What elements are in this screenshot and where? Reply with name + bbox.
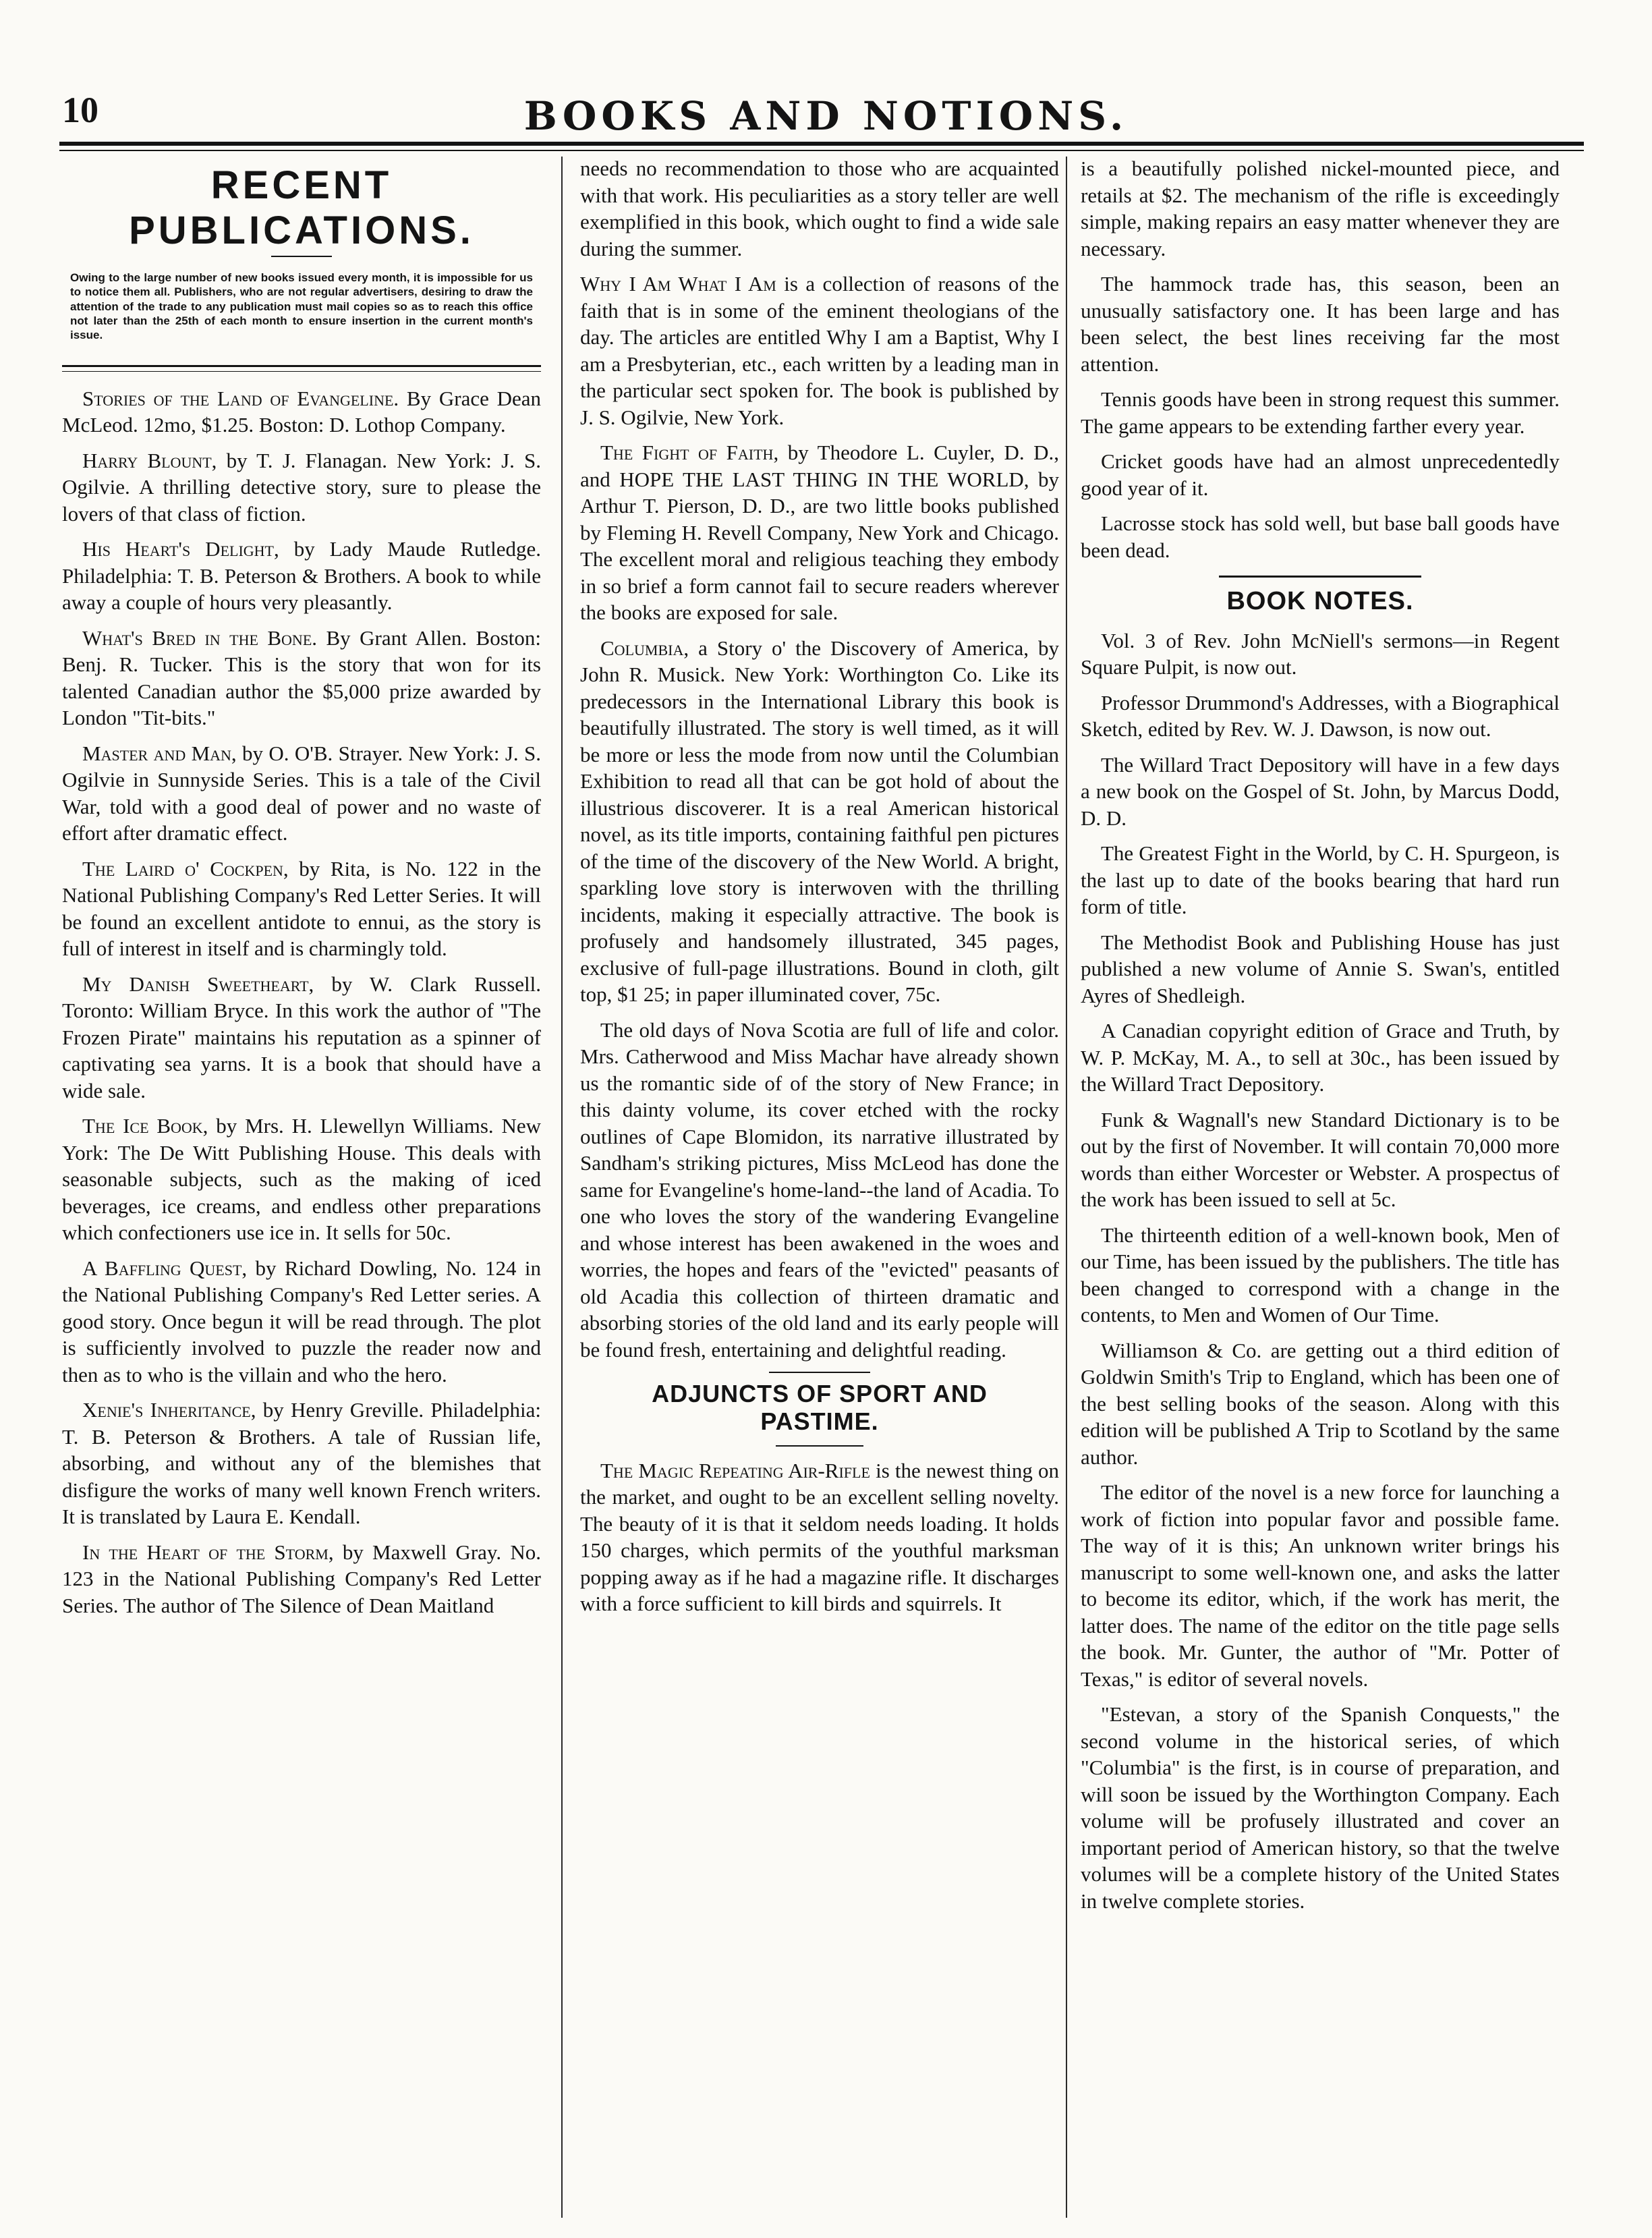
- publication-entry: [62, 1113, 541, 1246]
- publication-entry-title: My Danish Sweetheart,: [82, 972, 314, 996]
- review-entry-body: is a collection of reasons of the faith that is in some of the eminent theologians of the day. The articles are entitled Why I am a Baptist, Why I am a Presbyterian, etc., each written by a leading man in the particular sect spoken for. The book is published by J. S. Ogilvie, New York.: [580, 272, 1060, 429]
- publication-entry: [62, 971, 541, 1104]
- sport-paragraph: Lacrosse stock has sold well, but base ball goods have been dead.: [1081, 511, 1560, 562]
- book-notes-list: [1081, 627, 1560, 1915]
- publication-entry-title: The Ice Book,: [82, 1114, 208, 1138]
- review-entry-body: a Story o' the Discovery of America, by John R. Musick. New York: Worthington Co. Like its predecessors in the International Library this book is beautifully illustrated. The story is well timed, as it will be more or less the mode from now until the Columbian Exhibition to read all that can be got hold of about the illustrious discoverer. It is a real American historical novel, as its title imports, containing faithful pen pictures of the time of the discovery of the New World. A bright, sparkling love story is interwoven with the thrilling incidents, making it especially attractive. The book is profusely and handsomely illustrated, 345 pages, exclusive of full-page illustrations. Bound in cloth, gilt top, $1 25; in paper illuminated cover, 75c.: [580, 636, 1059, 1006]
- book-note: The thirteenth edition of a well-known book, Men of our Time, has been issued by the publishers. The title has been changed to correspond with a change in the contents, to Men and Women of Our Time.: [1081, 1223, 1560, 1327]
- review-entry-title: Columbia,: [600, 636, 689, 660]
- publication-entry-title: What's Bred in the Bone.: [82, 625, 318, 650]
- sport-paragraph: is a beautifully polished nickel-mounted piece, and retails at $2. The mechanism of the rifle is exceedingly simple, making repairs an easy matter whenever they are necessary.: [1081, 157, 1560, 260]
- book-note: The editor of the novel is a new force for launching a work of fiction into popular favor and possible fame. The way of it is this; An unknown writer brings his manuscript to some well-known one, and asks the latter to become its editor, which, if the work has merit, the latter does. The name of the editor on the title page sells the book. Mr. Gunter, the author of "Mr. Potter of Texas," is editor of several novels.: [1081, 1480, 1560, 1691]
- header-rule-thin: [59, 150, 1584, 151]
- review-entry-body: The old days of Nova Scotia are full of life and color. Mrs. Catherwood and Miss Machar have already shown us the romantic side of of the story of New France; in this dainty volume, its cover etched with the rocky outlines of Cape Blomidon, its narrative illustrated by Sandham's striking pictures, Miss McLeod has done the same for Evangeline's home-land--the land of Acadia. To one who loves the story of the wandering Evangeline and whose interest has been awakened in the woes and worries, the hopes and fears of the "evicted" peasants of old Acadia this collection of thirteen dramatic and absorbing stories of the old land and its early people will be found fresh, entertaining and delightful reading.: [580, 1017, 1059, 1362]
- sport-item: [580, 1457, 1059, 1617]
- publication-entry-body: By Grant Allen. Boston: Benj. R. Tucker. This is the story that won for its talented Canadian author the $5,000 prize awarded by London "Tit-bits.": [62, 625, 542, 730]
- publication-entry: [62, 447, 541, 528]
- publication-entry-body: by W. Clark Russell. Toronto: William Bryce. In this work the author of "The Frozen Pirate" maintains his reputation as a spinner of captivating sea yarns. It is a book that should have a wide sale.: [62, 972, 542, 1102]
- page-number: 10: [62, 90, 98, 130]
- publication-entry-title: A Baffling Quest,: [82, 1256, 248, 1280]
- review-entry-title: The Fight of Faith,: [600, 441, 779, 464]
- publication-entry-body: by Richard Dowling, No. 124 in the National Publishing Company's Red Letter series. A good story. Once begun it will be read through. The plot is sufficiently involved to puzzle the reader now and then as to who is the villain and who the hero.: [62, 1256, 542, 1387]
- col2-review-list: [580, 271, 1059, 1363]
- sport-paragraphs: [1081, 155, 1560, 563]
- sport-heading: ADJUNCTS OF SPORT AND PASTIME.: [652, 1380, 988, 1436]
- publication-entry-body: by Henry Greville. Philadelphia: T. B. Peterson & Brothers. A tale of Russian life, absorbing, and without any of the blemishes that disfigure the works of many well known French writers. It is translated by Laura E. Kendall.: [62, 1398, 542, 1529]
- sport-item-title: The Magic Repeating Air-Rifle: [600, 1458, 870, 1482]
- publication-entry: [62, 856, 541, 962]
- review-entry: [580, 635, 1059, 1008]
- section-rule-thin: [62, 371, 541, 372]
- publication-entry: [62, 385, 541, 439]
- continuation-paragraph: needs no recommendation to those who are acquainted with that work. His peculiarities as a story teller are well exemplified in this book, which ought to find a wide sale during the summer.: [580, 157, 1059, 260]
- publication-entry-title: The Laird o' Cockpen,: [82, 856, 289, 880]
- column-separator-2: [1066, 157, 1067, 2218]
- column-separator-1: [561, 157, 563, 2218]
- book-notes-rule: [1219, 576, 1421, 578]
- sport-paragraph: Tennis goods have been in strong request this summer. The game appears to be extending farther every year.: [1081, 387, 1560, 438]
- sport-rule: [769, 1372, 870, 1373]
- header-rule: [59, 142, 1584, 146]
- column-2: [580, 155, 1059, 1626]
- recent-publications-heading: [62, 163, 541, 253]
- publication-entry: [62, 625, 541, 731]
- publication-entry-body: by T. J. Flanagan. New York: J. S. Ogilvie. A thrilling detective story, sure to please the lovers of that class of fiction.: [62, 448, 542, 526]
- publication-entry: [62, 536, 541, 616]
- publication-entry: [62, 1539, 541, 1619]
- section-rule: [62, 365, 541, 367]
- book-note: Professor Drummond's Addresses, with a Biographical Sketch, edited by Rev. W. J. Dawson, is now out.: [1081, 690, 1560, 742]
- review-entry: [580, 439, 1059, 626]
- review-entry-body: by Theodore L. Cuyler, D. D., and HOPE THE LAST THING IN THE WORLD, by Arthur T. Pierson, D. D., are two little books published by Fleming H. Revell Company, New York and Chicago. The excellent moral and religious teaching they embody in so brief a form cannot fail to secure readers wherever the books are exposed for sale.: [580, 441, 1060, 624]
- journal-title: BOOKS AND NOTIONS.: [523, 93, 1129, 139]
- publication-entry-title: Master and Man,: [82, 741, 237, 765]
- publication-entry-body: by Lady Maude Rutledge. Philadelphia: T. B. Peterson & Brothers. A book to while away a couple of hours very pleasantly.: [62, 537, 541, 615]
- publication-entry-body: by Maxwell Gray. No. 123 in the National Publishing Company's Red Letter Series. The author of The Silence of Dean Maitland: [62, 1540, 541, 1617]
- sport-paragraph: The hammock trade has, this season, been an unusually satisfactory one. It has been large and has been select, the best lines receiving far the most attention.: [1081, 272, 1560, 376]
- column-1: [62, 155, 541, 1627]
- book-note: "Estevan, a story of the Spanish Conquests," the second volume in the historical series, of which "Columbia" is the first, is in course of preparation, and will soon be issued by the Worthington Company. Each volume will be profusely illustrated and cover an important period of American history, so that the twelve volumes will be a complete history of the United States in twelve complete stories.: [1081, 1702, 1560, 1913]
- publication-entry-title: Harry Blount,: [82, 448, 217, 472]
- publication-entry-body: by O. O'B. Strayer. New York: J. S. Ogilvie in Sunnyside Series. This is a tale of the Civil War, told with a good deal of power and no waste of effort after dramatic effect.: [62, 741, 541, 845]
- publication-entry-body: by Mrs. H. Llewellyn Williams. New York: The De Witt Publishing House. This deals with seasonable subjects, such as the making of iced beverages, ice creams, and endless other preparations which confectioners use ice in. It sells for 50c.: [62, 1114, 542, 1245]
- book-notes-heading: BOOK NOTES.: [1226, 587, 1414, 615]
- publication-entry-body: By Grace Dean McLeod. 12mo, $1.25. Boston: D. Lothop Company.: [62, 386, 542, 437]
- sport-item-body: is the newest thing on the market, and ought to be an excellent selling novelty. The beauty of it is that it seldom needs loading. It holds 150 charges, which permits of the youthful marksman popping away as if he had a magazine rifle. It discharges with a force sufficient to kill birds and squirrels. It: [580, 1458, 1060, 1616]
- publication-entry: [62, 1255, 541, 1389]
- submission-notice: Owing to the large number of new books issued every month, it is impossible for us to notice them all. Publishers, who are not regular advertisers, desiring to draw the attention of the trade to any publication must mail copies so as to reach this office not later than the 25th of each month to ensure insertion in the current month's issue.: [70, 271, 533, 341]
- heading-rule: [271, 256, 332, 257]
- sport-paragraph: Cricket goods have had an almost unprecedentedly good year of it.: [1081, 449, 1560, 500]
- publication-entry-title: Stories of the Land of Evangeline.: [82, 386, 399, 410]
- book-note: A Canadian copyright edition of Grace and Truth, by W. P. McKay, M. A., to sell at 30c., has been issued by the Willard Tract Depository.: [1081, 1019, 1560, 1096]
- publication-entry-body: by Rita, is No. 122 in the National Publishing Company's Red Letter Series. It will be found an excellent antidote to ennui, as the story is full of interest in itself and is charmingly told.: [62, 856, 541, 961]
- heading-line-2: PUBLICATIONS.: [129, 208, 474, 252]
- publication-entry-title: In the Heart of the Storm,: [82, 1540, 334, 1564]
- sport-rule-2: [776, 1445, 863, 1447]
- book-note: The Methodist Book and Publishing House has just published a new volume of Annie S. Swan's, entitled Ayres of Shedleigh.: [1081, 930, 1560, 1007]
- book-note: Vol. 3 of Rev. John McNiell's sermons—in Regent Square Pulpit, is now out.: [1081, 628, 1560, 679]
- book-note: The Greatest Fight in the World, by C. H. Spurgeon, is the last up to date of the books bearing that hard run form of title.: [1081, 841, 1560, 919]
- publication-list: [62, 385, 541, 1619]
- review-entry: [580, 271, 1059, 430]
- publication-entry: [62, 740, 541, 847]
- review-entry-title: Why I Am What I Am: [580, 272, 776, 296]
- book-note: Williamson & Co. are getting out a third edition of Goldwin Smith's Trip to England, which has been one of the best selling books of the season. Along with this edition will be published A Trip to Scotland by the same author.: [1081, 1338, 1560, 1469]
- review-entry: [580, 1017, 1059, 1364]
- column-3: [1081, 155, 1560, 1923]
- heading-line-1: RECENT: [210, 163, 393, 207]
- book-note: The Willard Tract Depository will have in a few days a new book on the Gospel of St. John, by Marcus Dodd, D. D.: [1081, 752, 1560, 830]
- book-note: Funk & Wagnall's new Standard Dictionary is to be out by the first of November. It will contain 70,000 more words than either Worcester or Webster. A prospectus of the work has been issued to sell at 5c.: [1081, 1107, 1560, 1212]
- publication-entry: [62, 1397, 541, 1530]
- publication-entry-title: His Heart's Delight,: [82, 537, 279, 561]
- publication-entry-title: Xenie's Inheritance,: [82, 1398, 256, 1422]
